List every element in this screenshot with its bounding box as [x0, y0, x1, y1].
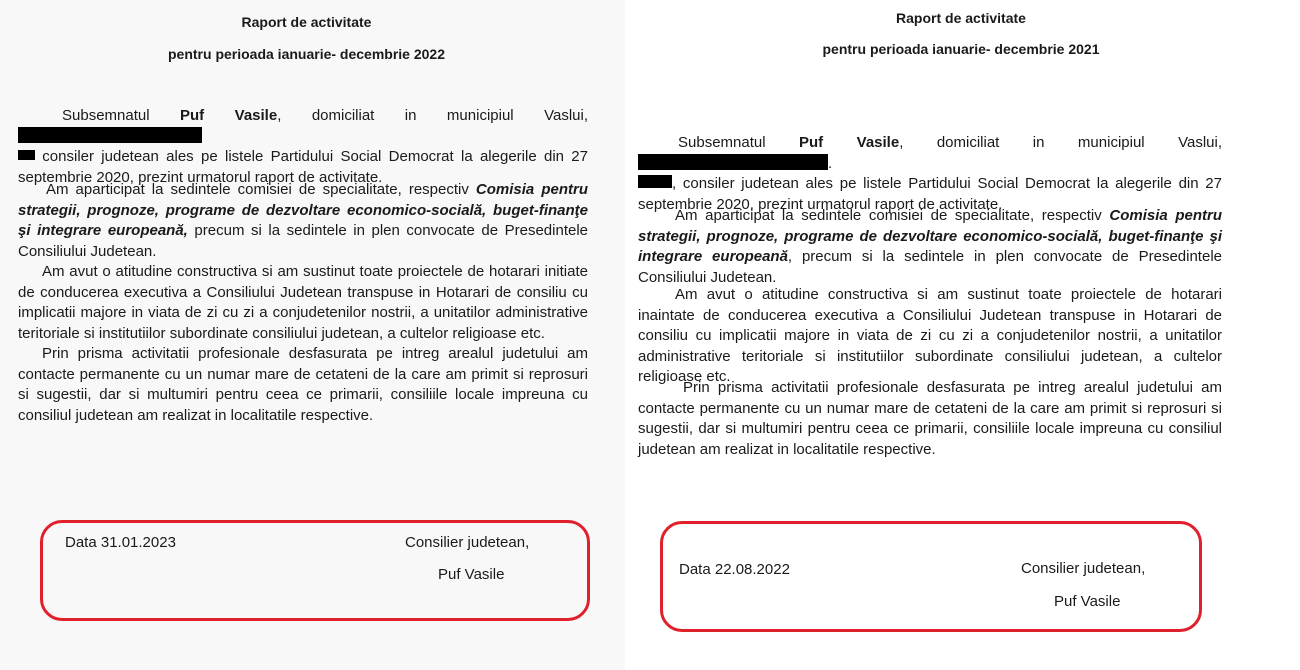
- declarant-name: Puf Vasile: [180, 107, 278, 124]
- signatory-role: Consilier judetean,: [1021, 560, 1146, 577]
- paragraph-attitude: Am avut o atitudine constructiva si am sustinut toate proiectele de hotarari initiate de conducerea executiva a Consiliului Judetean transpuse in Hotarari de consiliu cu implicatii majore in viata de zi cu zi a conjudetenilor nostrii, a unitatilor administrative teritoriale si institutiilor subordinate consiliului judetean, a cultelor religioase etc.: [18, 263, 588, 342]
- commission-name: Comisia pentru strategii, prognoze, programe de dezvoltare economico-socială, buget-finanţe şi integrare europeană: [638, 207, 1222, 265]
- report-2021: [627, 0, 1300, 670]
- report-subtitle: pentru perioada ianuarie- decembrie 2022: [168, 46, 445, 62]
- paragraph-commission: Am aparticipat la sedintele comisiei de specialitate, respectiv Comisia pentru strategii, prognoze, programe de dezvoltare economico-socială, buget-finanţe şi integrare europeană, precum si la sedintele in plen convocate de Presedintele Consiliului Judetean.: [638, 207, 1222, 286]
- report-subtitle: pentru perioada ianuarie- decembrie 2021: [822, 41, 1100, 57]
- paragraph-commission: Am aparticipat la sedintele comisiei de specialitate, respectiv Comisia pentru strategii, prognoze, programe de dezvoltare economico-socială, buget-finanţe şi integrare europeană, precum si la sedintele in plen convocate de Presedintele Consiliului Judetean.: [18, 181, 588, 260]
- report-2022: [0, 0, 625, 670]
- report-title: Raport de activitate: [241, 14, 372, 30]
- redaction-bar: [18, 150, 35, 160]
- paragraph-activity: Prin prisma activitatii profesionale desfasurata pe intreg arealul judetului am contacte permanente cu un numar mare de cetateni de la care am primit si reprosuri si sugestii, dar si multumiri pentru ceea ce primarii, consiliile locale impreuna cu consiliul judetean am realizat in localitatile respective.: [18, 345, 588, 424]
- signatory-name: Puf Vasile: [1054, 593, 1121, 610]
- signatory-role: Consilier judetean,: [405, 534, 530, 551]
- paragraph-declarant: Subsemnatul Puf Vasile, domiciliat in municipiul Vaslui, . , consiler judetean ales pe listele Partidului Social Democrat la alegerile din 27 septembrie 2020, prezint urmatorul raport de activitate.: [638, 134, 1222, 213]
- signatory-name: Puf Vasile: [438, 566, 505, 583]
- commission-name: Comisia pentru strategii, prognoze, programe de dezvoltare economico-socială, buget-finanţe şi integrare europeană,: [18, 181, 588, 239]
- redaction-bar: [638, 154, 828, 170]
- paragraph-declarant: Subsemnatul Puf Vasile, domiciliat in municipiul Vaslui, consiler judetean ales pe listele Partidului Social Democrat la alegerile din 27 septembrie 2020, prezint urmatorul raport de activitate.: [18, 107, 588, 186]
- report-date: Data 31.01.2023: [65, 534, 176, 551]
- report-title: Raport de activitate: [896, 10, 1026, 26]
- redaction-bar: [638, 175, 672, 188]
- report-date: Data 22.08.2022: [679, 561, 790, 578]
- declarant-name: Puf Vasile: [799, 134, 900, 151]
- paragraph-attitude: Am avut o atitudine constructiva si am sustinut toate proiectele de hotarari inaintate de conducerea executiva a Consiliului Judetean transpuse in Hotarari de consiliu cu implicatii majore in viata de zi cu zi a conjudetenilor nostrii, a unitatilor administrative teritoriale si institutiilor subordinate consiliului judetean, a cultelor religioase etc.: [638, 286, 1222, 385]
- paragraph-activity: Prin prisma activitatii profesionale desfasurata pe intreg arealul judetului am contacte permanente cu un numar mare de cetateni de la care am primit si reprosuri si sugestii, dar si multumiri pentru ceea ce primarii, consiliile locale impreuna cu consiliul judetean am realizat in localitatile respective.: [638, 379, 1222, 458]
- redaction-bar: [18, 127, 202, 143]
